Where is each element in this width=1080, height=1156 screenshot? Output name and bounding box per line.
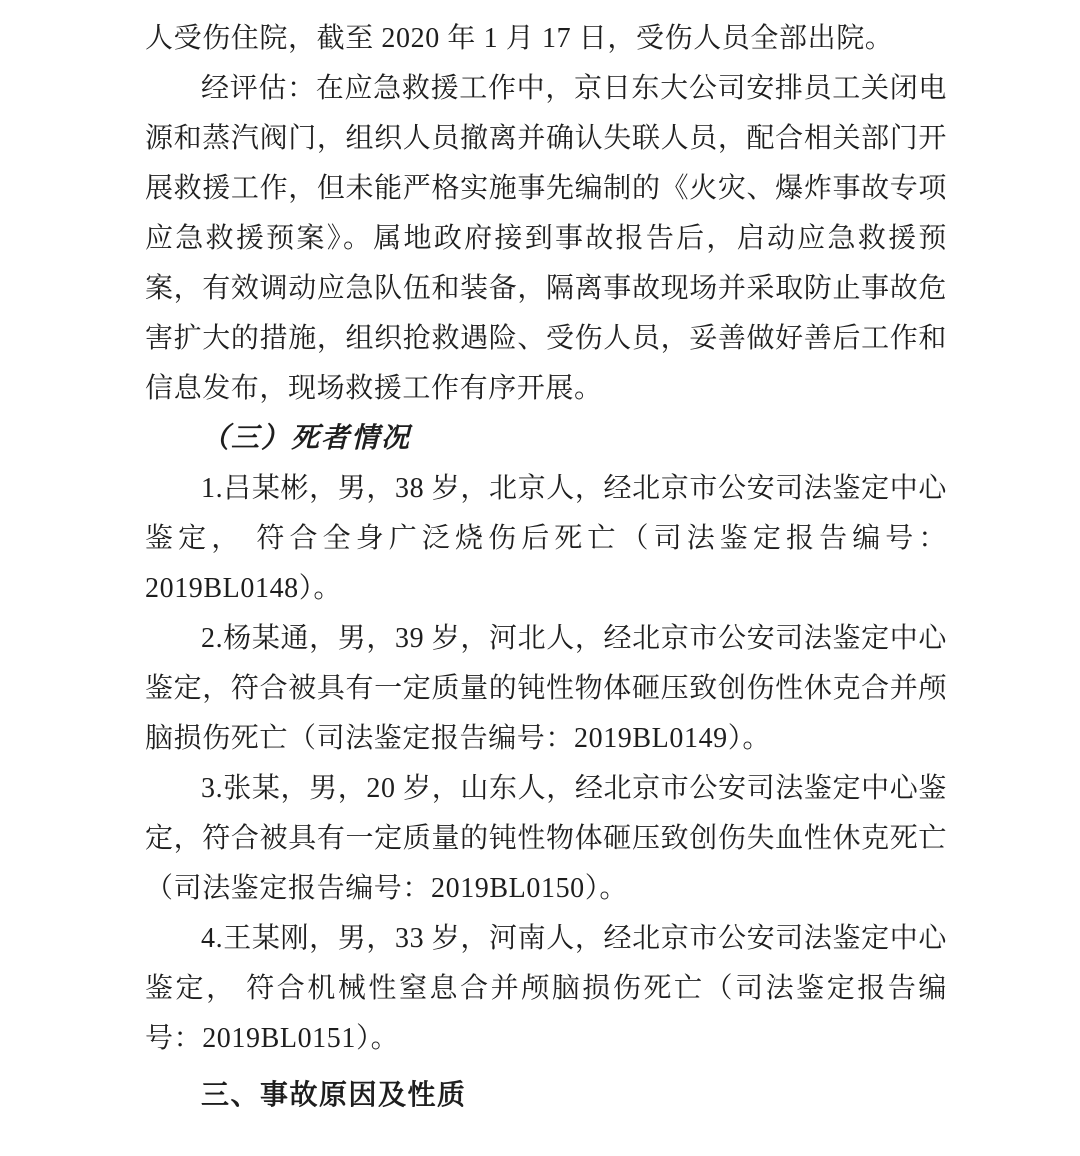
subsection-heading-deceased-info: （三）死者情况 [201, 423, 412, 454]
paragraph-victim-2: 2.杨某通，男，39 岁，河北人，经北京市公安司法鉴定中心鉴定，符合被具有一定质量的钝性物体砸压致创伤性休克合并颅脑损伤死亡（司法鉴定报告编号：2019BL0149）。 [145, 623, 947, 754]
paragraph-victim-4: 4.王某刚，男，33 岁，河南人，经北京市公安司法鉴定中心鉴定， 符合机械性窒息合并颅脑损伤死亡（司法鉴定报告编号：2019BL0151）。 [145, 923, 947, 1054]
paragraph-victim-1: 1.吕某彬，男，38 岁，北京人，经北京市公安司法鉴定中心鉴定， 符合全身广泛烧伤后死亡（司法鉴定报告编号：2019BL0148）。 [145, 473, 947, 604]
paragraph-rescue-assessment: 经评估：在应急救援工作中，京日东大公司安排员工关闭电源和蒸汽阀门，组织人员撤离并确认失联人员，配合相关部门开展救援工作，但未能严格实施事先编制的《火灾、爆炸事故专项应急救援预案》。属地政府接到事故报告后，启动应急救援预案，有效调动应急队伍和装备，隔离事故现场并采取防止事故危害扩大的措施，组织抢救遇险、受伤人员，妥善做好善后工作和信息发布，现场救援工作有序开展。 [145, 73, 947, 404]
paragraph-injured-discharged: 人受伤住院，截至 2020 年 1 月 17 日，受伤人员全部出院。 [145, 23, 894, 54]
paragraph-victim-3: 3.张某，男，20 岁，山东人，经北京市公安司法鉴定中心鉴定，符合被具有一定质量的钝性物体砸压致创伤失血性休克死亡（司法鉴定报告编号：2019BL0150）。 [145, 773, 947, 904]
document-text-block [145, 14, 947, 1120]
section-heading-accident-cause: 三、事故原因及性质 [201, 1079, 467, 1110]
